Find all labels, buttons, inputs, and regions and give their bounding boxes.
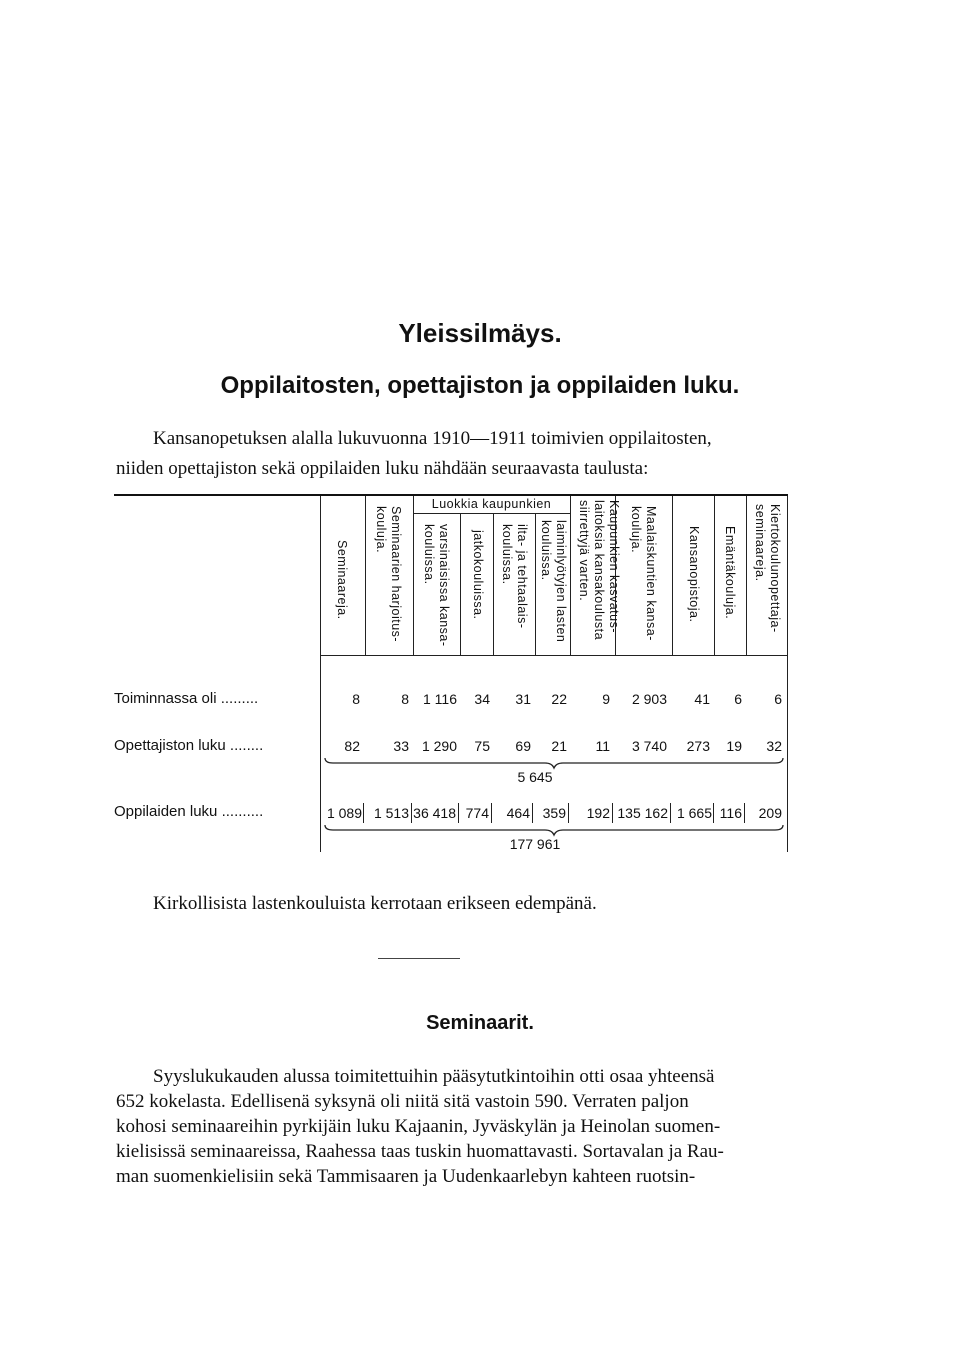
page-title: Yleissilmäys.: [398, 318, 562, 348]
column-separator: [493, 513, 494, 656]
column-header: Kaupunkien kasvatus- laitoksia kansakoulusta siirrettyjä varten.: [577, 500, 621, 641]
table-cell: 22: [551, 691, 567, 707]
table-cell: 36 418: [413, 805, 456, 821]
column-separator: [672, 496, 673, 656]
paragraph-line: kielisissä seminaareissa, Raahessa taas tuskin huomattavasti. Sortavalan ja Rau-: [116, 1141, 724, 1162]
column-header: Kiertokoulunopettaja- seminaareja.: [753, 504, 782, 633]
table-cell: 1 665: [676, 805, 712, 821]
value-separator: [713, 803, 714, 823]
table-cell: 8: [401, 691, 409, 707]
table-cell: 1 290: [421, 738, 457, 754]
row-label-opettajisto: Opettajiston luku ........: [114, 737, 264, 754]
table-cell: 273: [686, 738, 710, 754]
teacher-total: 5 645: [517, 769, 553, 785]
table-cell: 6: [734, 691, 742, 707]
column-separator: [535, 513, 536, 656]
table-cell: 21: [551, 738, 567, 754]
column-header: Seminaareja.: [335, 540, 349, 620]
column-header: varsinaisissa kansa- kouluissa.: [422, 524, 451, 647]
table-cell: 3 740: [631, 738, 667, 754]
table-cell: 11: [595, 738, 610, 754]
value-separator: [670, 803, 671, 823]
section-heading: Seminaarit.: [426, 1012, 534, 1034]
paragraph-line: 652 kokelasta. Edellisenä syksynä oli niitä sitä vastoin 590. Verraten paljon: [116, 1091, 689, 1112]
column-header: Maalaiskuntien kansa- kouluja.: [629, 506, 658, 641]
column-separator: [460, 513, 461, 656]
value-separator: [411, 803, 412, 823]
table-cell: 82: [344, 738, 360, 754]
value-separator: [532, 803, 533, 823]
column-header: laiminlyötyjen lasten kouluissa.: [539, 520, 568, 643]
header-bottom-rule: [320, 655, 788, 656]
table-cell: 8: [352, 691, 360, 707]
group-header-rule: [413, 513, 570, 514]
value-separator: [491, 803, 492, 823]
paragraph-line: kohosi seminaareihin pyrkijäin luku Kajaanin, Jyväskylän ja Heinolan suomen-: [116, 1116, 721, 1137]
table-cell: 75: [474, 738, 490, 754]
table-cell: 1 513: [373, 805, 409, 821]
group-header: Luokkia kaupunkien: [431, 497, 552, 511]
column-separator: [365, 496, 366, 656]
intro-line-1: Kansanopetuksen alalla lukuvuonna 1910—1911 toimivien oppilaitosten,: [153, 428, 712, 449]
table-cell: 1 089: [326, 805, 362, 821]
row-label-oppilaat: Oppilaiden luku ..........: [114, 803, 264, 820]
section-divider: [378, 958, 460, 959]
pupil-total: 177 961: [509, 836, 561, 852]
intro-line-2: niiden opettajiston sekä oppilaiden luku nähdään seuraavasta taulusta:: [116, 458, 649, 479]
column-separator: [320, 496, 321, 852]
table-cell: 116: [719, 805, 742, 821]
value-separator: [363, 803, 364, 823]
table-cell: 69: [515, 738, 531, 754]
teacher-total-brace: [323, 756, 785, 770]
value-separator: [744, 803, 745, 823]
column-header: Emäntäkouluja.: [723, 526, 737, 620]
table-cell: 9: [602, 691, 610, 707]
page-subtitle: Oppilaitosten, opettajiston ja oppilaiden luku.: [220, 372, 740, 399]
table-cell: 209: [758, 805, 782, 821]
value-separator: [612, 803, 613, 823]
table-cell: 464: [506, 805, 530, 821]
table-cell: 359: [542, 805, 566, 821]
table-cell: 33: [393, 738, 409, 754]
table-cell: 34: [474, 691, 490, 707]
column-header: jatkokouluissa.: [471, 530, 485, 620]
value-separator: [458, 803, 459, 823]
table-top-rule: [114, 494, 788, 496]
column-separator: [714, 496, 715, 656]
paragraph-line: man suomenkielisiin sekä Tammisaaren ja Uudenkaarlebyn kahteen ruotsin-: [116, 1166, 696, 1187]
column-header: ilta- ja tehtaalais- kouluissa.: [500, 524, 529, 629]
table-cell: 6: [774, 691, 782, 707]
table-cell: 2 903: [631, 691, 667, 707]
table-cell: 774: [465, 805, 489, 821]
table-cell: 41: [694, 691, 710, 707]
table-cell: 32: [766, 738, 782, 754]
table-note: Kirkollisista lastenkouluista kerrotaan erikseen edempänä.: [153, 893, 597, 914]
row-label-toiminnassa: Toiminnassa oli .........: [114, 690, 259, 707]
pupil-total-brace: [323, 823, 785, 837]
paragraph-line: Syyslukukauden alussa toimitettuihin pääsytutkintoihin otti osaa yhteensä: [153, 1066, 715, 1087]
column-separator: [570, 496, 571, 656]
table-cell: 31: [515, 691, 531, 707]
table-cell: 192: [586, 805, 610, 821]
table-right-border: [787, 496, 788, 852]
table-cell: 1 116: [423, 691, 457, 707]
column-header: Seminaarien harjoitus- kouluja.: [374, 506, 403, 643]
column-header: Kansanopistoja.: [687, 526, 701, 623]
column-separator: [413, 496, 414, 656]
value-separator: [568, 803, 569, 823]
table-cell: 135 162: [617, 805, 668, 821]
column-separator: [746, 496, 747, 656]
table-cell: 19: [726, 738, 742, 754]
